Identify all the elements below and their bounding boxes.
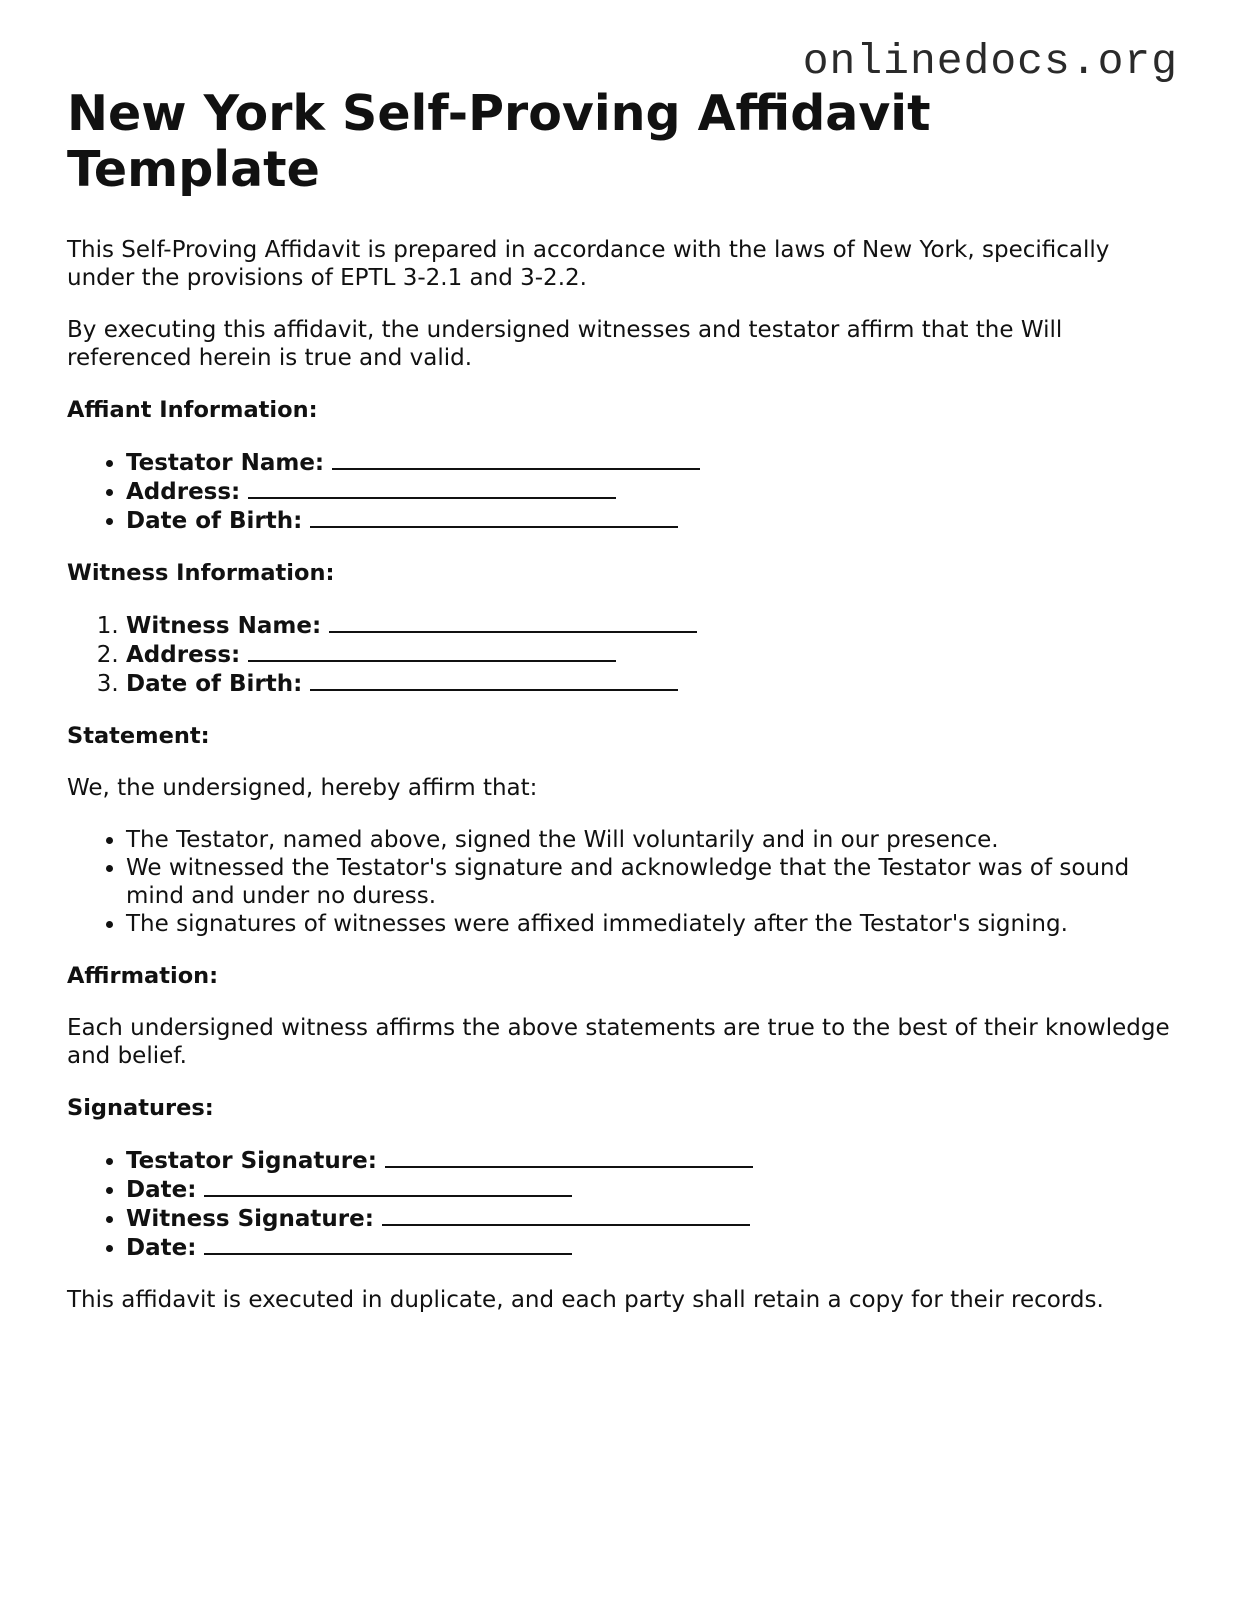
list-item: [126, 448, 1177, 477]
list-item: • We witnessed the Testator's signature and acknowledge that the Testator was of sound mind and under no duress.: [126, 854, 1177, 910]
affiant-list: [67, 448, 1177, 535]
closing-paragraph: This affidavit is executed in duplicate, and each party shall retain a copy for their records.: [67, 1287, 1104, 1313]
testator-name-blank[interactable]: [332, 448, 700, 470]
field-label: Witness Name:: [126, 613, 322, 639]
testator-dob-blank[interactable]: [310, 506, 678, 528]
affirmation-text: Each undersigned witness affirms the above statements are true to the best of their knowledge and belief.: [67, 1015, 1170, 1069]
list-item: [126, 1175, 1177, 1204]
signatures-list: [67, 1146, 1177, 1262]
document-page: [67, 86, 1177, 1338]
list-item: • The Testator, named above, signed the Will voluntarily and in our presence.: [126, 826, 1177, 854]
list-item: [126, 506, 1177, 535]
field-label: Address:: [126, 642, 241, 668]
list-item: [126, 640, 1177, 669]
list-item: • The signatures of witnesses were affixed immediately after the Testator's signing.: [126, 910, 1177, 938]
watermark: onlinedocs.org: [802, 37, 1178, 86]
list-item: [126, 1146, 1177, 1175]
witness-heading: Witness Information:: [67, 560, 335, 586]
witness-dob-blank[interactable]: [310, 669, 678, 691]
affirmation-heading: Affirmation:: [67, 963, 219, 989]
signatures-heading: Signatures:: [67, 1095, 214, 1121]
witness-name-blank[interactable]: [329, 611, 697, 633]
list-item: [126, 611, 1177, 640]
witness-list: [67, 611, 1177, 698]
testator-address-blank[interactable]: [248, 477, 616, 499]
field-label: Witness Signature:: [126, 1206, 374, 1232]
list-item: [126, 477, 1177, 506]
field-label: Testator Signature:: [126, 1148, 377, 1174]
list-item: [126, 669, 1177, 698]
witness-date-blank[interactable]: [204, 1233, 572, 1255]
statement-heading: Statement:: [67, 723, 210, 749]
page-title: New York Self-Proving Affidavit Template: [67, 85, 931, 198]
list-item: [126, 1233, 1177, 1262]
intro-paragraph: This Self-Proving Affidavit is prepared in accordance with the laws of New York, specifically under the provisions of EPTL 3-2.1 and 3-2.2.: [67, 237, 1110, 291]
field-label: Testator Name:: [126, 450, 325, 476]
witness-signature-blank[interactable]: [382, 1204, 750, 1226]
list-item: [126, 1204, 1177, 1233]
field-label: Date of Birth:: [126, 508, 303, 534]
field-label: Address:: [126, 479, 241, 505]
testator-signature-blank[interactable]: [385, 1146, 753, 1168]
affiant-heading: Affiant Information:: [67, 397, 318, 423]
field-label: Date:: [126, 1235, 197, 1261]
statement-list: [67, 826, 1177, 938]
testator-date-blank[interactable]: [204, 1175, 572, 1197]
intro-paragraph: By executing this affidavit, the undersigned witnesses and testator affirm that the Will referenced herein is true and valid.: [67, 317, 1063, 371]
field-label: Date of Birth:: [126, 671, 303, 697]
field-label: Date:: [126, 1177, 197, 1203]
statement-lead: We, the undersigned, hereby affirm that:: [67, 775, 538, 801]
witness-address-blank[interactable]: [248, 640, 616, 662]
